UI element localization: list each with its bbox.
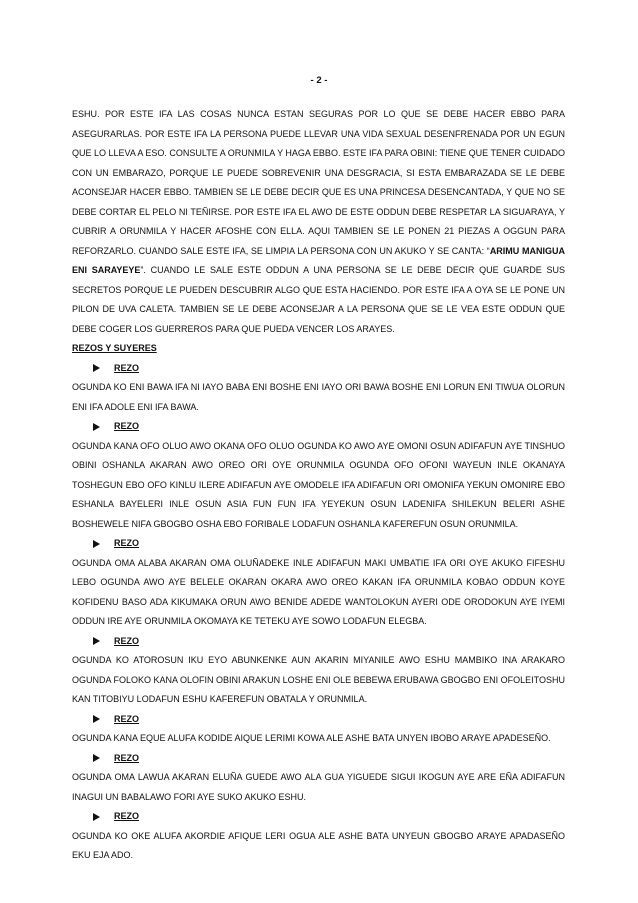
rezo-text-1: OGUNDA KO ENI BAWA IFA NI IAYO BABA ENI BOSHE ENI IAYO ORI BAWA BOSHE ENI LORUN ENI TIWUA OLORUN ENI IFA ADOLE ENI IFA BAWA. bbox=[72, 382, 565, 412]
rezo-heading-6 bbox=[93, 749, 565, 769]
rezo-text-4: OGUNDA KO ATOROSUN IKU EYO ABUNKENKE AUN AKARIN MIYANILE AWO ESHU MAMBIKO INA ARAKARO OGUNDA FOLOKO KANA OLOFIN OBINI ARAKUN LOSHE ENI OLE BEBEWA ERUBAWA GBOGBO ENI OFOLEITOSHU KAN TITOBIYU LODAFUN ESHU KAFEREFUN OBATALA Y ORUNMILA. bbox=[72, 655, 565, 704]
page-number: - 2 - bbox=[310, 75, 328, 86]
rezo-heading-7 bbox=[93, 807, 565, 827]
song-quote: ARIMU MANIGUA ENI SARAYEYE bbox=[72, 245, 565, 275]
rezo-label: REZO bbox=[114, 362, 140, 373]
rezo-heading-1 bbox=[93, 359, 565, 379]
arrow-bullet-icon bbox=[93, 540, 100, 548]
arrow-bullet-icon bbox=[93, 754, 100, 762]
intro-text-after-quote: ”. CUANDO LE SALE ESTE ODDUN A UNA PERSONA SE LE DEBE DECIR QUE GUARDE SUS SECRETOS PORQUE LE PUEDEN DESCUBRIR ALGO QUE ESTA HACIENDO. POR ESTE IFA A OYA SE LE PONE UN PILON DE UVA CALETA. TAMBIEN SE LE DEBE ACONSEJAR A LA PERSONA QUE SE LE VEA ESTE ODDUN QUE DEBE COGER LOS GUERREROS PARA QUE PUEDA VENCER LOS ARAYES. bbox=[72, 265, 565, 334]
section-heading: REZOS Y SUYERES bbox=[72, 343, 157, 353]
arrow-bullet-icon bbox=[93, 715, 100, 723]
rezo-label: REZO bbox=[114, 752, 140, 763]
document-body bbox=[72, 105, 565, 866]
rezo-heading-2 bbox=[93, 417, 565, 437]
arrow-bullet-icon bbox=[93, 423, 100, 431]
rezo-heading-3 bbox=[93, 534, 565, 554]
arrow-bullet-icon bbox=[93, 813, 100, 821]
intro-text-before-quote: ESHU. POR ESTE IFA LAS COSAS NUNCA ESTAN SEGURAS POR LO QUE SE DEBE HACER EBBO PARA ASEGURARLAS. POR ESTE IFA LA PERSONA PUEDE LLEVAR UNA VIDA SEXUAL DESENFRENADA POR UN EGUN QUE LO LLEVA A ESO. CONSULTE A ORUNMILA Y HAGA EBBO. ESTE IFA PARA OBINI: TIENE QUE TENER CUIDADO CON UN EMBARAZO, PORQUE LE PUEDE SOBREVENIR UNA DESGRACIA, SI ESTA EMBARAZADA SE LE DEBE ACONSEJAR HACER EBBO. TAMBIEN SE LE DEBE DECIR QUE ES UNA PRINCESA DESENCANTADA, Y QUE NO SE DEBE CORTAR EL PELO NI TEÑIRSE. POR ESTE IFA EL AWO DE ESTE ODDUN DEBE RESPETAR LA SIGUARAYA, Y CUBRIR A ORUNMILA Y HACER AFOSHE CON ELLA. AQUI TAMBIEN SE LE PONEN 21 PIEZAS A OGGUN PARA REFORZARLO. CUANDO SALE ESTE IFA, SE LIMPIA LA PERSONA CON UN AKUKO Y SE CANTA: “ bbox=[72, 109, 565, 256]
rezo-label: REZO bbox=[114, 538, 140, 548]
rezo-label: REZO bbox=[114, 713, 140, 724]
rezo-text-2: OGUNDA KANA OFO OLUO AWO OKANA OFO OLUO OGUNDA KO AWO AYE OMONI OSUN ADIFAFUN AYE TINSHUO OBINI OSHANLA AKARAN AWO OREO ORI OYE ORUNMILA OGUNDA OFO OFONI WAYEUN INLE OKANAYA TOSHEGUN EBO OFO KINLU ILERE ADIFAFUN AYE OMODELE IFA ADIFAFUN ORI OMONIFA YEKUN OMONIRE EBO ESHANLA BAYELERI INLE OSUN ASIA FUN FUN IFA YEYEKUN OSUN LADENIFA SHILEKUN BELERI ASHE BOSHEWELE NIFA GBOGBO OSHA EBO FORIBALE LODAFUN OSHANLA KAFEREFUN OSUN ORUNMILA. bbox=[72, 440, 565, 529]
arrow-bullet-icon bbox=[93, 364, 100, 372]
rezo-heading-4 bbox=[93, 632, 565, 652]
rezo-text-6: OGUNDA OMA LAWUA AKARAN ELUÑA GUEDE AWO ALA GUA YIGUEDE SIGUI IKOGUN AYE ARE EÑA ADIFAFUN INAGUI UN BABALAWO FORI AYE SUKO AKUKO ESHU. bbox=[72, 772, 565, 802]
rezo-text-5: OGUNDA KANA EQUE ALUFA KODIDE AIQUE LERIMI KOWA ALE ASHE BATA UNYEN IBOBO ARAYE APADESEÑO. bbox=[72, 733, 551, 743]
rezo-label: REZO bbox=[114, 635, 140, 646]
rezo-text-7: OGUNDA KO OKE ALUFA AKORDIE AFIQUE LERI OGUA ALE ASHE BATA UNYEUN GBOGBO ARAYE APADASEÑO EKU EJA ADO. bbox=[72, 830, 565, 860]
rezo-heading-5 bbox=[93, 710, 565, 730]
rezo-text-3: OGUNDA OMA ALABA AKARAN OMA OLUÑADEKE INLE ADIFAFUN MAKI UMBATIE IFA ORI OYE AKUKO FIFESHU LEBO OGUNDA AWO AYE BELELE OKARAN OKARA AWO OREO KAKAN IFA ORUNMILA KOBAO ODDUN KOYE KOFIDENU BASO ADA KIKUMAKA ORUN AWO BENIDE ADEDE WANTOLOKUN AYERI ODE ORODOKUN AYE IYEMI ODDUN IRE AYE ORUNMILA OKOMAYA KE TETEKU AYE SOWO LODAFUN ELEGBA. bbox=[72, 557, 565, 626]
rezo-label: REZO bbox=[114, 811, 140, 821]
rezo-label: REZO bbox=[114, 421, 140, 431]
intro-paragraph bbox=[72, 105, 565, 339]
arrow-bullet-icon bbox=[93, 637, 100, 645]
